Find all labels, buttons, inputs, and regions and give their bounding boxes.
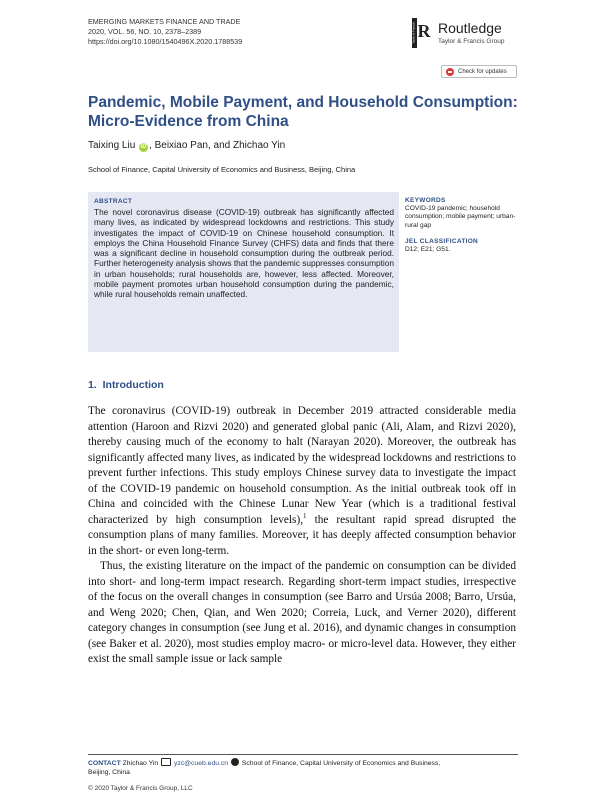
- abstract-heading: ABSTRACT: [94, 198, 133, 205]
- contact-address-line1: School of Finance, Capital University of Economics and Business,: [241, 760, 441, 767]
- affiliation: School of Finance, Capital University of Economics and Business, Beijing, China: [88, 165, 356, 174]
- svg-text:R: R: [417, 21, 431, 41]
- author-names-rest: , Beixiao Pan, and Zhichao Yin: [149, 140, 286, 151]
- article-title-line1: Pandemic, Mobile Payment, and Household Consumption:: [88, 94, 518, 111]
- paragraph-text: The coronavirus (COVID-19) outbreak in December 2019 attracted considerable media attention (Haroon and Rizvi 2020) and generated global panic (Ali, Alam, and Rizvi 2020), thereby causing much of the economy to halt (Narayan 2020). Moreover, the outbreak has significantly affected many lives, as indicated by the widespread lockdowns and restrictions to prevent further infections. This study employs Chinese survey data to investigate the impact of the COVID-19 pandemic on household consumption. As the initial outbreak took off in China and coincided with the Chinese Lunar New Year (which is a traditional festival characterized by high consumption levels),: [88, 405, 516, 526]
- keywords-heading: KEYWORDS: [405, 197, 446, 204]
- author-name: Taixing Liu: [88, 140, 136, 151]
- footer: [88, 758, 518, 777]
- check-for-updates-label: Check for updates: [458, 68, 507, 75]
- copyright-notice: © 2020 Taylor & Francis Group, LLC: [88, 785, 193, 792]
- section-number: 1.: [88, 379, 97, 391]
- journal-name: EMERGING MARKETS FINANCE AND TRADE: [88, 17, 241, 26]
- abstract-box: [88, 192, 399, 352]
- institution-icon: [231, 758, 239, 766]
- footnote-marker[interactable]: 1: [303, 511, 307, 520]
- contact-address-line2: Beijing, China: [88, 769, 130, 776]
- routledge-logo-icon: [412, 18, 432, 48]
- journal-volume: 2020, VOL. 56, NO. 10, 2378–2389: [88, 27, 202, 36]
- publisher-subname: Taylor & Francis Group: [438, 38, 505, 45]
- jel-heading: JEL CLASSIFICATION: [405, 238, 479, 246]
- contact-email-link[interactable]: yzc@cueb.edu.cn: [173, 760, 229, 767]
- contact-line: [88, 758, 518, 768]
- contact-name: Zhichao Yin: [122, 760, 159, 767]
- abstract-text: The novel coronavirus disease (COVID-19) outbreak has significantly affected many lives, as indicated by widespread lockdowns and restrictions. This study investigates the impact of COVID-19 on Chinese household consumption. It employs the China Household Finance Survey (CHFS) data and finds that there was a significant decline in household consumption during the outbreak period. Further heterogeneity analysis shows that the pandemic suppresses consumption in urban households; rural households are, however, less affected. Moreover, mobile payment promotes urban household consumption during the pandemic, while rural households remain unaffected.: [94, 207, 394, 300]
- article-title: [88, 93, 528, 131]
- svg-text:Taylor & Francis: Taylor & Francis: [411, 22, 416, 44]
- check-updates-icon: [446, 68, 454, 76]
- section-heading: [88, 379, 164, 391]
- footer-divider: [88, 754, 518, 755]
- keywords-text: COVID-19 pandemic; household consumption; mobile payment; urban-rural gap: [405, 205, 516, 229]
- envelope-icon: [161, 758, 171, 766]
- check-for-updates-button[interactable]: [441, 65, 517, 78]
- body-text: [88, 404, 516, 668]
- author-list: [88, 140, 285, 152]
- publisher-logo: [412, 18, 532, 52]
- publisher-name: Routledge: [438, 20, 502, 36]
- paragraph: [88, 404, 516, 559]
- paragraph-text: the resultant rapid spread disrupted the consumption plans of many families. Moreover, it has deeply affected consumption behavior in the short- or even long-term.: [88, 513, 516, 557]
- journal-doi-link[interactable]: https://doi.org/10.1080/1540496X.2020.1788539: [88, 37, 243, 46]
- jel-text: D12; E21; G51.: [405, 246, 451, 254]
- contact-label: CONTACT: [88, 760, 121, 767]
- section-title: Introduction: [102, 379, 164, 391]
- article-sidebar: [405, 197, 525, 255]
- article-title-line2: Micro-Evidence from China: [88, 113, 289, 130]
- paragraph: Thus, the existing literature on the impact of the pandemic on consumption can be divided into short- and long-term impact research. Regarding short-term impact studies, irrespective of the focus on the overall changes in consumption (see Barro and Ursúa 2008; Barro, Ursúa, and Weng 2020; Chen, Qian, and Wen 2020; Correia, Luck, and Verner 2020), different category changes in consumption (see Jung et al. 2016), and dynamic changes in consumption (see Baker et al. 2020), most studies employ macro- or micro-level data. However, they either exist the small sample issue or lack sample: [88, 560, 516, 665]
- orcid-icon[interactable]: iD: [140, 144, 147, 150]
- journal-meta: [88, 17, 242, 47]
